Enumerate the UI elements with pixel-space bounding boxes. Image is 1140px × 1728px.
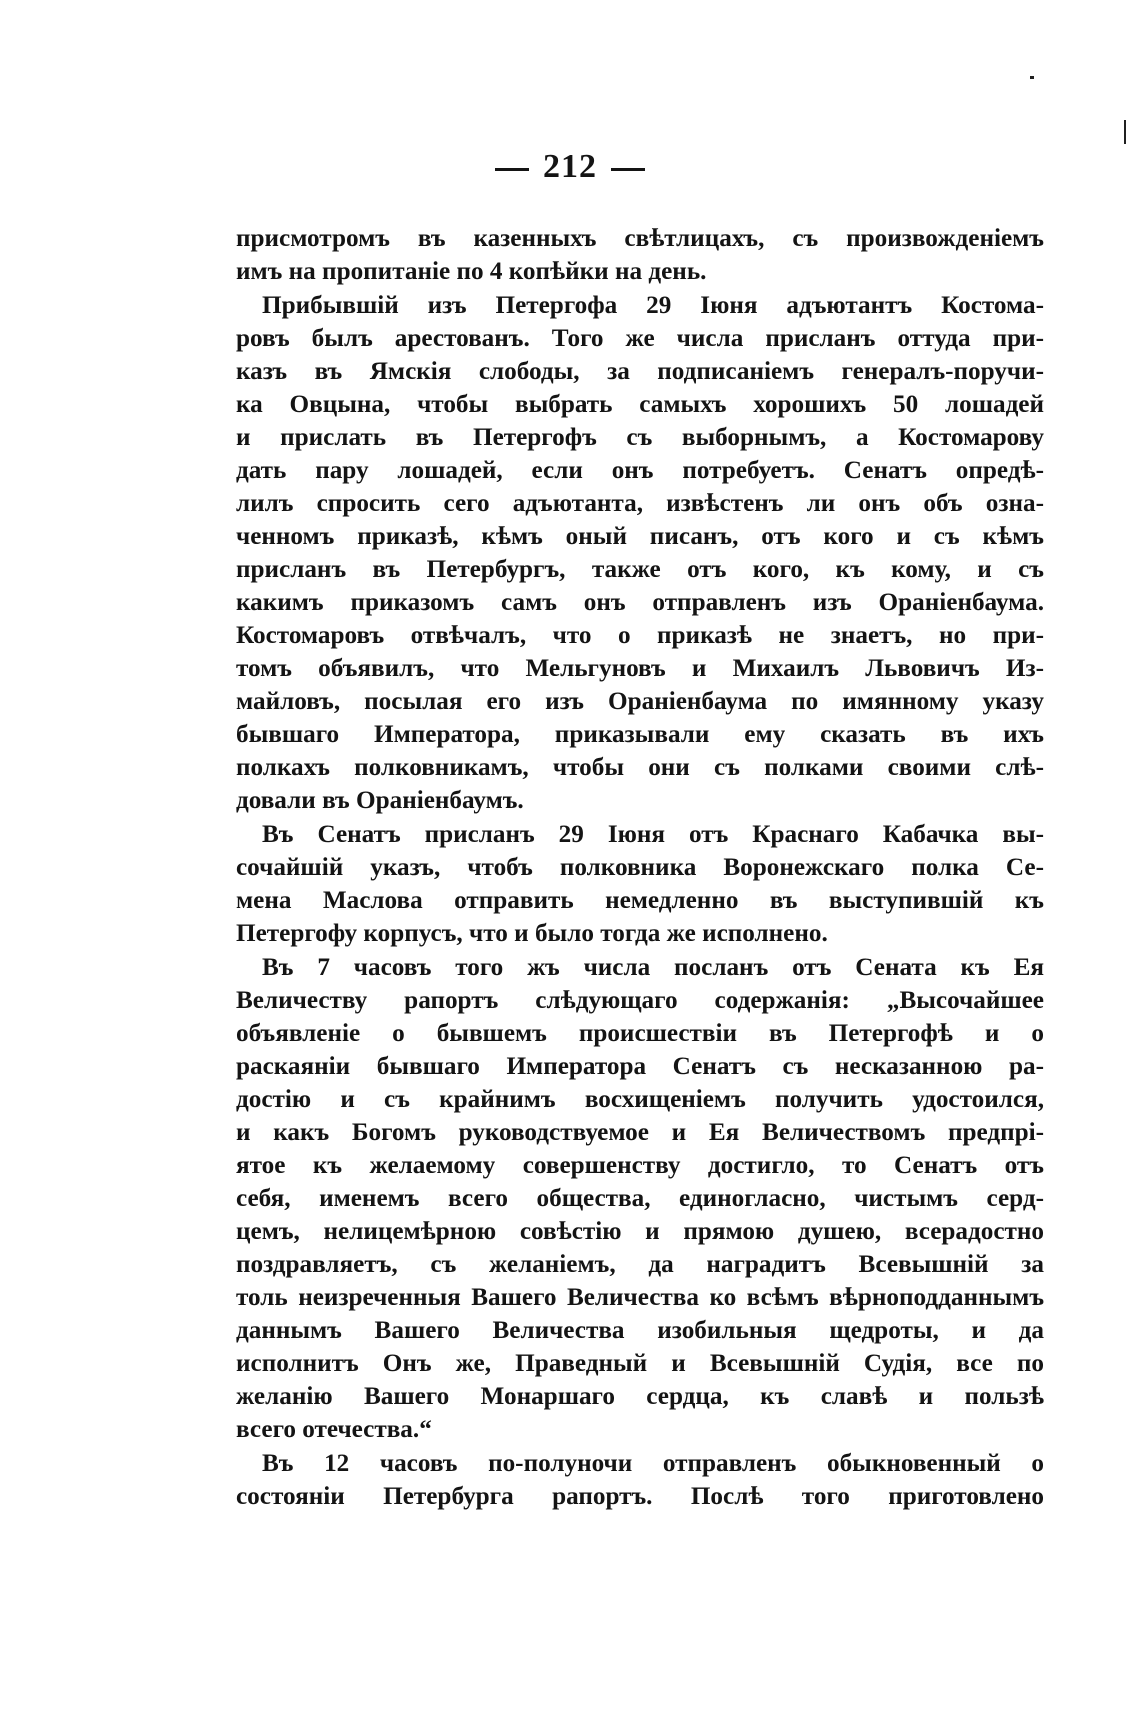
right-margin-rule <box>1124 120 1126 144</box>
text-line: бывшаго Императора, приказывали ему сказать въ ихъ <box>236 721 1044 748</box>
header-left-dash <box>495 168 529 171</box>
text-line: желанію Вашего Монаршаго сердца, къ славѣ и пользѣ <box>236 1383 1044 1410</box>
text-line: полкахъ полковникамъ, чтобы они съ полками своими слѣ- <box>236 754 1044 781</box>
paragraph <box>236 222 1044 288</box>
text-line: объявленіе о бывшемъ происшествіи въ Петергофѣ и о <box>236 1020 1044 1047</box>
text-line: Въ 12 часовъ по-полуночи отправленъ обыкновенный о <box>262 1450 1044 1477</box>
text-line: дать пару лошадей, если онъ потребуетъ. Сенатъ опредѣ- <box>236 457 1044 484</box>
text-line: себя, именемъ всего общества, единогласно, чистымъ серд- <box>236 1185 1044 1212</box>
paragraph <box>236 818 1044 950</box>
text-line: сочайшій указъ, чтобъ полковника Воронежскаго полка Се- <box>236 854 1044 881</box>
top-right-speck <box>1030 76 1034 79</box>
text-line: Въ 7 часовъ того жъ числа посланъ отъ Сената къ Ея <box>262 954 1044 981</box>
text-line: и какъ Богомъ руководствуемое и Ея Величествомъ предпрі- <box>236 1119 1044 1146</box>
text-line: Въ Сенатъ присланъ 29 Іюня отъ Краснаго Кабачка вы- <box>262 821 1044 848</box>
text-line: толь неизреченныя Вашего Величества ко всѣмъ вѣрноподданнымъ <box>236 1284 1044 1311</box>
text-line: раскаяніи бывшаго Императора Сенатъ съ несказанною ра- <box>236 1053 1044 1080</box>
text-line: Петергофу корпусъ, что и было тогда же исполнено. <box>236 920 828 947</box>
text-line: Прибывшій изъ Петергофа 29 Іюня адъютантъ Костома- <box>262 292 1044 319</box>
text-line: какимъ приказомъ самъ онъ отправленъ изъ Ораніенбаума. <box>236 589 1044 616</box>
page-body <box>236 222 1044 1513</box>
text-line: поздравляетъ, съ желаніемъ, да наградитъ Всевышній за <box>236 1251 1044 1278</box>
text-line: томъ объявилъ, что Мельгуновъ и Михаилъ Львовичъ Из- <box>236 655 1044 682</box>
text-line: ровъ былъ арестованъ. Того же числа присланъ оттуда при- <box>236 325 1044 352</box>
text-line: мена Маслова отправить немедленно въ выступившій къ <box>236 887 1044 914</box>
text-line: имъ на пропитаніе по 4 копѣйки на день. <box>236 258 707 285</box>
text-line: присланъ въ Петербургъ, также отъ кого, къ кому, и съ <box>236 556 1044 583</box>
text-line: казъ въ Ямскія слободы, за подписаніемъ генералъ-поручи- <box>236 358 1044 385</box>
text-line: достію и съ крайнимъ восхищеніемъ получить удостоился, <box>236 1086 1044 1113</box>
text-line: ченномъ приказѣ, кѣмъ оный писанъ, отъ кого и съ кѣмъ <box>236 523 1044 550</box>
text-line: всего отечества.“ <box>236 1416 432 1443</box>
text-line: довали въ Ораніенбаумъ. <box>236 787 524 814</box>
text-line: цемъ, нелицемѣрною совѣстію и прямою душею, всерадостно <box>236 1218 1044 1245</box>
text-line: ка Овцына, чтобы выбрать самыхъ хорошихъ 50 лошадей <box>236 391 1044 418</box>
text-line: майловъ, посылая его изъ Ораніенбаума по имянному указу <box>236 688 1044 715</box>
page-number: 212 <box>543 148 597 185</box>
text-line: Костомаровъ отвѣчалъ, что о приказѣ не знаетъ, но при- <box>236 622 1044 649</box>
text-line: и прислать въ Петергофъ съ выборнымъ, а Костомарову <box>236 424 1044 451</box>
page-number-header <box>0 148 1140 186</box>
paragraph <box>236 289 1044 817</box>
text-line: ятое къ желаемому совершенству достигло, то Сенатъ отъ <box>236 1152 1044 1179</box>
text-line: даннымъ Вашего Величества изобильныя щедроты, и да <box>236 1317 1044 1344</box>
header-right-dash <box>611 168 645 171</box>
text-line: лилъ спросить сего адъютанта, извѣстенъ ли онъ объ озна- <box>236 490 1044 517</box>
paragraph <box>236 951 1044 1446</box>
text-line: состояніи Петербурга рапортъ. Послѣ того приготовлено <box>236 1483 1044 1510</box>
paragraph <box>236 1447 1044 1513</box>
text-line: исполнитъ Онъ же, Праведный и Всевышній Судія, все по <box>236 1350 1044 1377</box>
text-line: Величеству рапортъ слѣдующаго содержанія: „Высочайшее <box>236 987 1044 1014</box>
text-line: присмотромъ въ казенныхъ свѣтлицахъ, съ произвожденіемъ <box>236 225 1044 252</box>
